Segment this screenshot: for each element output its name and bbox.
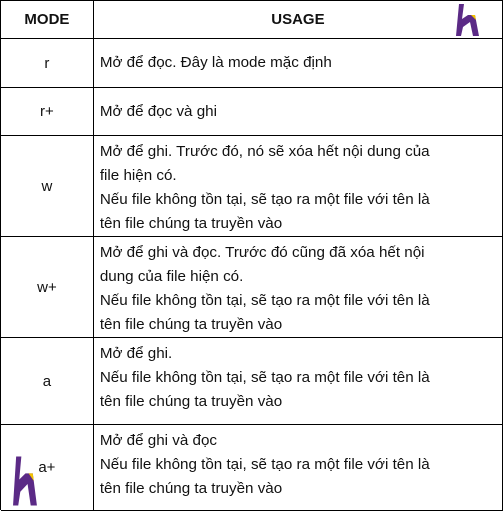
usage-column-header: USAGE: [94, 1, 503, 38]
usage-line: Nếu file không tồn tại, sẽ tạo ra một file với tên là: [99, 456, 430, 473]
h-logo-icon: [12, 455, 39, 507]
mode-cell: r: [1, 39, 94, 87]
mode-cell: r+: [1, 88, 94, 135]
h-logo-icon: [455, 3, 481, 37]
usage-cell: [94, 237, 503, 337]
mode-column-header: MODE: [1, 1, 94, 38]
usage-cell: [94, 39, 503, 87]
usage-line: Mở để ghi.: [99, 345, 173, 362]
table-row: [1, 338, 503, 425]
table-row: [1, 237, 503, 338]
usage-line: Nếu file không tồn tại, sẽ tạo ra một file với tên là: [99, 292, 430, 309]
table-row: [1, 88, 503, 136]
usage-cell: [94, 338, 503, 424]
usage-line: dung của file hiện có.: [99, 268, 244, 285]
h-logo-icon-bottom: [12, 455, 39, 507]
usage-line: Mở để ghi và đọc: [99, 432, 217, 449]
usage-line: tên file chúng ta truyền vào: [99, 480, 283, 497]
mode-cell: w: [1, 136, 94, 236]
mode-cell: a: [1, 338, 94, 424]
usage-cell: [94, 425, 503, 510]
usage-line: Mở để ghi và đọc. Trước đó cũng đã xóa hết nội: [99, 244, 425, 261]
usage-cell: [94, 88, 503, 135]
table-row: [1, 425, 503, 511]
table-row: [1, 39, 503, 88]
usage-line: Mở để đọc và ghi: [99, 102, 217, 120]
usage-line: tên file chúng ta truyền vào: [99, 215, 283, 232]
usage-cell: [94, 136, 503, 236]
table-row: [1, 136, 503, 237]
usage-line: Nếu file không tồn tại, sẽ tạo ra một file với tên là: [99, 191, 430, 208]
usage-line: Mở để đọc. Đây là mode mặc định: [99, 54, 332, 71]
usage-line: tên file chúng ta truyền vào: [99, 316, 283, 333]
usage-line: tên file chúng ta truyền vào: [99, 393, 283, 410]
usage-line: Mở để ghi. Trước đó, nó sẽ xóa hết nội dung của: [99, 143, 430, 160]
usage-line: file hiện có.: [99, 167, 177, 184]
usage-line: Nếu file không tồn tại, sẽ tạo ra một file với tên là: [99, 369, 430, 386]
mode-cell: a+: [1, 425, 94, 510]
mode-cell: w+: [1, 237, 94, 337]
table-header: [1, 1, 503, 39]
h-logo-icon-top: [455, 3, 481, 37]
